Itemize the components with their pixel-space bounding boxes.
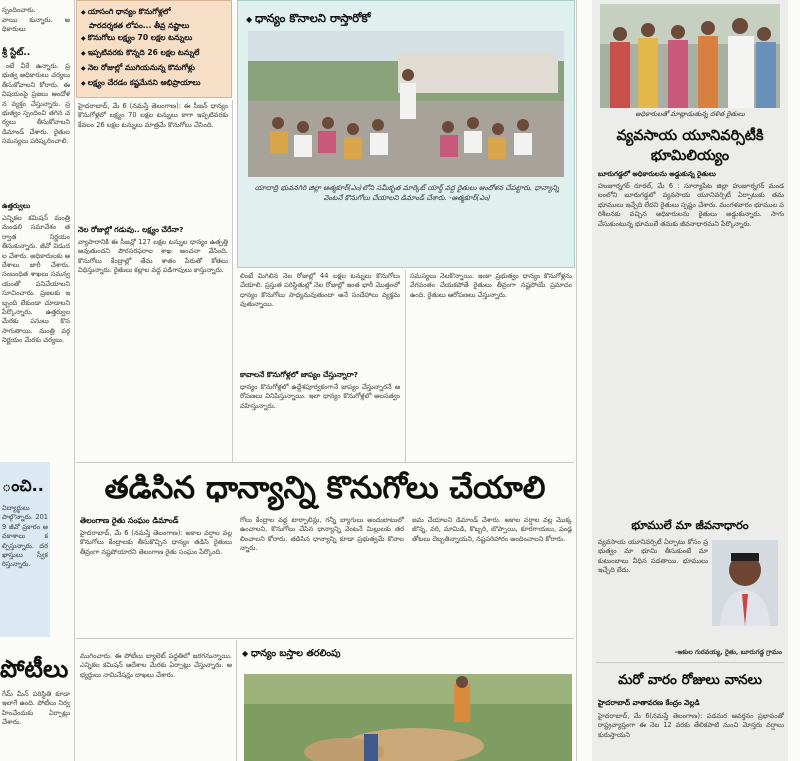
photo-box (237, 0, 575, 268)
left-header-partial: ంచి.. (2, 476, 44, 495)
highlights-box (76, 0, 232, 98)
bottom-photo-title-text: ధాన్యం బస్తాల తరలింపు (250, 648, 341, 659)
highlight-item: ◆ నెల రోజుల్లో ముగియనున్న కొనుగోళ్లు (81, 61, 229, 76)
story1-cont-a: లింటే మిగిలిన నెల రోజుల్లో 44 లక్షల టన్నులు కొనుగోలు చేయాలి. ప్రస్తుత పరిస్థితుల్లో నెల రోజుల్లో ఇంత భారీ మొత్తంలో ధాన్యం కొనుగోలు సాధ్యమవుతుందా అనే సందేహాలు వ్యక్తమవుతున్నాయి. (240, 272, 400, 309)
story1-body: వ్యాపారానికి ఈ సీజన్లో 127 లక్షల టన్నుల ధాన్యం ఉత్పత్తి అవుతుందని పౌరసరఫరాల శాఖ అంచనా వేసింది. కొనుగోలు కేంద్రాల్లో తేమ శాతం పేరుతో కోతలు విధిస్తున్నారు. రైతులు కల్లాల వద్ద పడిగాపులు కాస్తున్నారు. (78, 238, 228, 275)
grain-bags-photo (244, 674, 572, 761)
right-box-heading: భూములే మా జీవనాధారం (631, 518, 749, 532)
right-body: హుజూర్నగర్ రూరల్, మే 6 : సూర్యాపేట జిల్లా హుజూర్నగర్ మండలంలోని బూరుగడ్డలో వ్యవసాయ యూనివర్సిటీ ఏర్పాటుకు తమ భూములు ఇచ్చేది లేదని రైతులు స్పష్టం చేశారు. మంగళవారం భూముల పరిశీలనకు వచ్చిన అధికారులను రైతులు అడ్డుకున్నారు. సాగు చేసుకుంటున్న భూములే తమకు జీవనాధారమని పేర్కొన్నారు. (598, 182, 784, 228)
highlight-item: ◆ కొనుగోలు లక్ష్యం 70 లక్షల టన్నులు (81, 31, 229, 46)
story2-col2: గోలు కేంద్రాల వద్ద టార్పాలిన్లు, గన్నీ బ్యాగులు అందుబాటులో ఉంచాలని, కొనుగోలు చేసిన ధాన్యాన్ని వెంటనే మిల్లులకు తరలించాలని కోరారు. తడిసిన ధాన్యాన్ని కూడా ప్రభుత్వమే కొనాలన్నారు. (240, 516, 404, 553)
highlight-item: ◆ లక్ష్యం చేరడం కష్టమేనని అభిప్రాయాలు (81, 76, 229, 91)
photo-caption: యాదాద్రి భువనగిరి జిల్లా ఆత్మకూర్(ఎం)లోని సమీకృత మార్కెట్ యార్డ్ వద్ద రైతులు ఆందోళన చేపట్టారు. ధాన్యాన్ని వెంటనే కొనుగోలు చేయాలని డిమాండ్ చేశారు. -ఆత్మకూర్(ఎం) (254, 184, 560, 203)
farmers-photo (600, 4, 780, 108)
highlight-item: పారదర్శకత లోపం... తీవ్ర నష్టాలు (89, 21, 190, 30)
right-subhead-2: హైదరాబాద్ వాతావరణ కేంద్రం వెల్లడి (598, 698, 700, 707)
right-headline: వ్యవసాయ యూనివర్సిటీకి భూమిలియ్యం (616, 128, 764, 164)
left-frag-1: స్పందించారు. (2, 6, 36, 14)
left-subheading: ఉత్తర్వులు (2, 202, 31, 210)
story2-subhead: తెలంగాణ రైతు సంఘం డిమాండ్ (80, 516, 179, 525)
right-headline-2: మరో వారం రోజులు వానలు (618, 672, 762, 688)
right-box-quote: -ఆకుల గురవయ్య, రైతు, బూరుగడ్డ గ్రామం (674, 648, 782, 656)
story1-dateline: హైదరాబాద్, మే 6 (నమస్తే తెలంగాణ): ఈ సీజన్ ధాన్యం కొనుగోళ్లలో లక్ష్యం 70 లక్షల టన్నులు కాగా ఇప్పటివరకు కేవలం 26 లక్షల టన్నులు మాత్రమే కొనుగోలు చేసింది. (78, 102, 228, 129)
protest-photo (248, 31, 564, 177)
story1-cont-b: సమస్యలు నెలకొన్నాయి. ఇంకా ప్రభుత్వం ధాన్యం కొనుగోళ్లను వేగవంతం చేయకపోతే రైతులు తీవ్రంగా నష్టపోయే ప్రమాదం ఉంది. రైతులు ఆరోపణలు చేస్తున్నారు. (410, 272, 572, 299)
story1-subheading: నెల రోజుల్లో గడువు.. లక్ష్యం చేరేనా? (78, 225, 184, 234)
right-column (592, 0, 788, 761)
story1-subheading-a: కావాలనే కొనుగోళ్లలో జాప్యం చేస్తున్నారా? (240, 370, 358, 379)
left-frag-2: శ్రీ స్టేట్.. (2, 48, 31, 58)
story2-col3: జమ చేయాలని డిమాండ్ చేశారు. అకాల వర్షాల వల్ల మొక్కజొన్న, వరి, మామిడి, కొబ్బరి, బొప్పాయి, కూరగాయలు, పండ్ల తోటలు దెబ్బతిన్నాయని, నష్టపరిహారం అందించాలని కోరారు. (412, 516, 572, 543)
right-subhead: బూరుగడ్డలో అధికారులను అడ్డుకున్న రైతులు (598, 170, 716, 178)
right-body-2: హైదరాబాద్, మే 6(నమస్తే తెలంగాణ): పడమర ఆవర్తనం ప్రభావంతో రాష్ట్రవ్యాప్తంగా ఈ నెల 12 వరకు తేలికపాటి నుంచి మోస్తరు వర్షాలు కురుస్తాయని (598, 712, 784, 739)
right-box-body: వ్యవసాయ యూనివర్సిటీ ఏర్పాటు కోసం ప్రభుత్వం మా భూమి తీసుకుంటే మా కుటుంబాలు వీధిన పడతాయి. భూములు ఇచ్చేది లేదు. (598, 538, 708, 575)
story2-col1: హైదరాబాద్, మే 6 (నమస్తే తెలంగాణ): అకాల వర్షాల వల్ల కొనుగోలు కేంద్రాలకు తీసుకొచ్చిన ధాన్యం తడిసి రైతులు తీవ్రంగా నష్టపోయారని తెలంగాణ రైతు సంఘం పేర్కొంది. (80, 529, 232, 556)
left-headline-partial: పోటీలు (0, 655, 69, 683)
highlight-item: ◆ యాసంగి ధాన్యం కొనుగోళ్లలో (81, 5, 229, 20)
left-date-frag: 2019 (2, 513, 48, 531)
highlight-item: ◆ ఇప్పటివరకు కొన్నది 26 లక్షల టన్నులే (81, 46, 229, 61)
story1-cont-a2: ధాన్యం కొనుగోళ్లలో ఉద్దేశపూర్వకంగానే జాప్యం చేస్తున్నారనే ఆరోపణలు వినిపిస్తున్నాయి. ఇలా ధాన్యం కొనుగోళ్లలో అలసత్వం వహిస్తున్నారు. (240, 383, 400, 410)
bottom-text: ముగించారు. ఈ పోటీలు బ్యాలెట్ పద్ధతిలో జరగనున్నాయి. ఎన్నికల కమిషన్ ఆదేశాల మేరకు ఏర్పాట్లు చేస్తున్నారు. అభ్యర్థులు నామినేషన్లు దాఖలు చేశారు. (80, 652, 232, 679)
photo-title-text: ధాన్యం కొనాలని రాస్తారోకో (254, 11, 371, 25)
farmer-portrait (712, 540, 778, 626)
left-column: స్పందించారు. వాయి కున్నారు. అధికారులు శ్రీ స్టేట్.. ంటే వీరే ఉన్నారు. ప్రభుత్వ అధికారులు చర్యలు తీసుకోవాలని కోరారు. ఈ విషయంపై ప్రజలు ఆందోళన వ్యక్తం చేస్తున్నారు. ప్రభుత్వం స్పందించి తగిన చర్యలు తీసుకోవాలని డిమాండ్ చేశారు. రైతుల సమస్యలు పరిష్కరించాలి. ఉత్తర్వులు ఎన్నికల కమిషన్ మంత్రి మండలి సమావేశం తర్వాత నిర్ణయం తీసుకున్నారు. జీవో విడుదల చేశారు. అధికారులకు ఆదేశాలు జారీ చేశారు. సంబంధిత శాఖలు సమన్వయంతో పనిచేయాలని సూచించారు. ప్రజలకు ఇబ్బంది లేకుండా చూడాలని పేర్కొన్నారు. ఉత్తర్వుల మేరకు పనులు కొనసాగుతాయి. మంత్రి వర్గ నిర్ణయం మేరకు చర్యలు. ంచి.. విద్యార్థులు పాల్గొన్నారు. 2019 జీవో ప్రకారం అవకాశాలు కల్పిస్తున్నారు. దరఖాస్తులు స్వీకరిస్తున్నారు. పోటీలు గేమ్ మీన్ పరిస్థితి కూడా ఇలాగే ఉంది. పోటీలు నిర్వహించేందుకు ఏర్పాట్లు చేశారు. (0, 6, 70, 727)
main-headline: తడిసిన ధాన్యాన్ని కొనుగోలు చేయాలి (104, 470, 546, 506)
left-blue-box: ంచి.. విద్యార్థులు పాల్గొన్నారు. 2019 జీవో ప్రకారం అవకాశాలు కల్పిస్తున్నారు. దరఖాస్తులు స్వీకరిస్తున్నారు. (0, 462, 50, 637)
photo-title: ◆ ధాన్యం కొనాలని రాస్తారోకో (246, 11, 371, 25)
right-photo-caption: అధికారులతో మాట్లాడుతున్న దళిత రైతులు (635, 110, 745, 118)
bottom-photo-title: ◆ ధాన్యం బస్తాల తరలింపు (242, 648, 341, 659)
